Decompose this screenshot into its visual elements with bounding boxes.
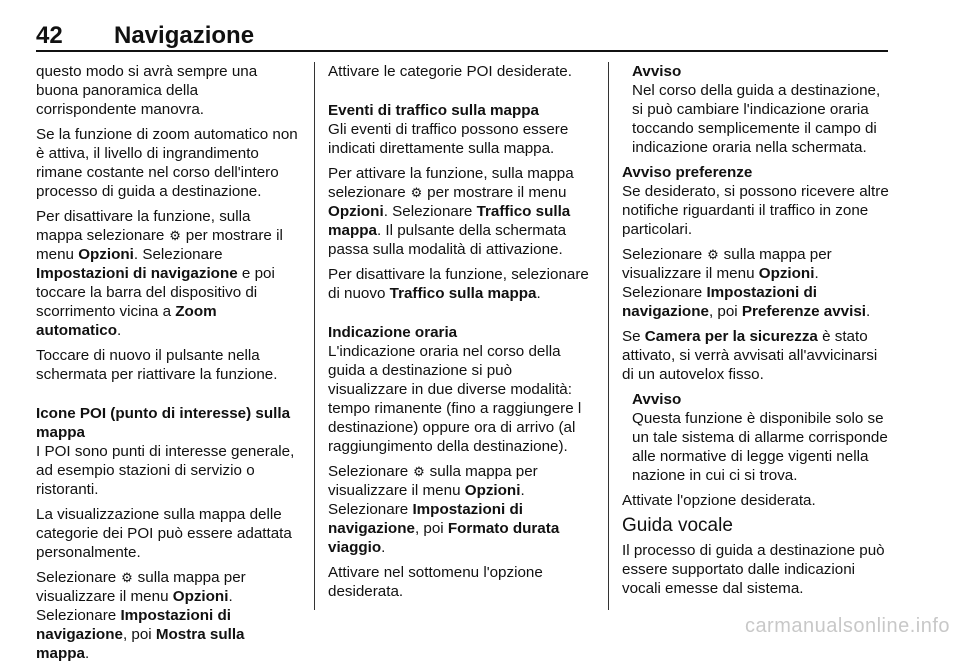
paragraph xyxy=(36,207,300,340)
paragraph: Attivate l'opzione desiderata. xyxy=(622,492,816,509)
text: sulla mappa per visualizzare il menu xyxy=(328,463,538,499)
section-heading: Icone POI (punto di interesse) sulla mappa xyxy=(36,405,291,441)
paragraph xyxy=(328,462,592,557)
note-box xyxy=(622,62,890,157)
paragraph xyxy=(328,265,592,303)
paragraph: L'indicazione oraria nel corso della guida a destinazione si può visualizzare in due diverse modalità: tempo rimanente (fino a raggiungere l destinazione) oppure ora di arrivo (al raggiungimento della destinazione). xyxy=(328,343,582,455)
gear-icon: ⚙ xyxy=(121,570,133,585)
menu-term: Preferenze avvisi xyxy=(741,303,866,320)
menu-term: Opzioni xyxy=(758,265,815,282)
paragraph: Il processo di guida a destinazione può essere supportato dalle indicazioni vocali emesse dal sistema. xyxy=(622,542,885,597)
note-title: Avviso xyxy=(632,63,682,80)
note-text: Questa funzione è disponibile solo se un tale sistema di allarme corrisponde alle normative di legge vigenti nella nazione in cui ci si trova. xyxy=(632,410,888,484)
menu-term: Traffico sulla mappa xyxy=(389,285,537,302)
paragraph xyxy=(328,164,592,259)
menu-term: Impostazioni di navigazione xyxy=(622,284,817,320)
text: Selezionare xyxy=(328,463,413,480)
section-heading: Avviso preferenze xyxy=(622,164,753,181)
text: . Il pulsante della schermata passa sulla modalità di attivazione. xyxy=(328,222,567,258)
menu-term: Zoom automatico xyxy=(36,303,217,339)
text: per mostrare il menu xyxy=(422,184,567,201)
menu-term: Opzioni xyxy=(464,482,521,499)
text: . xyxy=(84,645,90,662)
paragraph: Gli eventi di traffico possono essere indicati direttamente sulla mappa. xyxy=(328,121,569,157)
text: per mostrare il menu xyxy=(36,227,283,263)
text: Selezionare xyxy=(622,246,707,263)
note-title: Avviso xyxy=(632,391,682,408)
text: . Selezionare xyxy=(133,246,223,263)
menu-term: Camera per la sicurezza xyxy=(644,328,818,345)
paragraph: Attivare nel sottomenu l'opzione desiderata. xyxy=(328,564,543,600)
menu-term: Opzioni xyxy=(172,588,229,605)
section-heading-large: Guida vocale xyxy=(622,515,733,536)
text: , poi xyxy=(708,303,742,320)
menu-term: Mostra sulla mappa xyxy=(36,626,245,662)
menu-term: Traffico sulla mappa xyxy=(328,203,571,239)
watermark: carmanualsonline.info xyxy=(744,615,950,637)
text: . xyxy=(866,303,871,320)
section-heading: Indicazione oraria xyxy=(328,324,458,341)
column-1 xyxy=(36,62,300,669)
text: . Selezionare xyxy=(328,482,525,518)
paragraph xyxy=(36,568,300,663)
menu-term: Impostazioni di navigazione xyxy=(328,501,523,537)
text: Per disattivare la funzione, sulla mappa selezionare xyxy=(36,208,251,244)
paragraph xyxy=(622,245,890,321)
section-heading: Eventi di traffico sulla mappa xyxy=(328,102,539,119)
menu-term: Opzioni xyxy=(78,246,134,263)
text: Selezionare xyxy=(36,569,121,586)
spacer xyxy=(328,309,592,323)
text: e poi toccare la barra del dispositivo di scorrimento vicina a xyxy=(36,265,275,320)
menu-term: Impostazioni di navigazione xyxy=(36,265,238,282)
page-header xyxy=(36,22,888,52)
gear-icon: ⚙ xyxy=(169,228,181,243)
gear-icon: ⚙ xyxy=(413,464,425,479)
text: Per disattivare la funzione, selezionare di nuovo xyxy=(328,266,589,302)
text: . xyxy=(536,285,541,302)
spacer xyxy=(328,87,592,101)
paragraph: Se desiderato, si possono ricevere altre notifiche riguardanti il traffico in zone particolari. xyxy=(622,183,889,238)
paragraph: I POI sono punti di interesse generale, ad esempio stazioni di servizio o ristoranti. xyxy=(36,443,295,498)
menu-term: Impostazioni di navigazione xyxy=(36,607,231,643)
paragraph: Attivare le categorie POI desiderate. xyxy=(328,63,572,80)
page-number: 42 xyxy=(36,22,63,49)
text: Per attivare la funzione, sulla mappa selezionare xyxy=(328,165,574,201)
text: . xyxy=(381,539,386,556)
gear-icon: ⚙ xyxy=(707,247,719,262)
text: è stato attivato, si verrà avvisati all'avvicinarsi di un autovelox fisso. xyxy=(622,328,878,383)
column-2 xyxy=(328,62,592,607)
note-text: Nel corso della guida a destinazione, si può cambiare l'indicazione oraria toccando semplicemente il campo di indicazione oraria nella schermata. xyxy=(632,82,881,156)
text: sulla mappa per visualizzare il menu xyxy=(36,569,246,605)
text: , poi xyxy=(122,626,156,643)
column-3 xyxy=(622,62,890,604)
note-box xyxy=(622,390,890,485)
paragraph xyxy=(622,327,890,384)
text: . xyxy=(117,322,122,339)
paragraph: questo modo si avrà sempre una buona panoramica della corrispondente manovra. xyxy=(36,63,258,118)
text: Se xyxy=(622,328,645,345)
text: . Selezionare xyxy=(36,588,233,624)
gear-icon: ⚙ xyxy=(410,185,423,200)
paragraph: La visualizzazione sulla mappa delle categorie dei POI può essere adattata personalmente. xyxy=(36,506,292,561)
column-divider xyxy=(314,62,315,610)
menu-term: Opzioni xyxy=(328,203,384,220)
menu-term: Formato durata viaggio xyxy=(328,520,560,556)
column-divider xyxy=(608,62,609,610)
text: . Selezionare xyxy=(622,265,819,301)
text: . Selezionare xyxy=(383,203,477,220)
header-rule xyxy=(36,50,888,52)
spacer xyxy=(36,390,300,404)
text: , poi xyxy=(414,520,448,537)
text: sulla mappa per visualizzare il menu xyxy=(622,246,832,282)
chapter-title: Navigazione xyxy=(114,22,255,49)
paragraph: Toccare di nuovo il pulsante nella schermata per riattivare la funzione. xyxy=(36,347,278,383)
paragraph: Se la funzione di zoom automatico non è attiva, il livello di ingrandimento rimane costante nel corso dell'intero processo di guida a destinazione. xyxy=(36,126,298,200)
